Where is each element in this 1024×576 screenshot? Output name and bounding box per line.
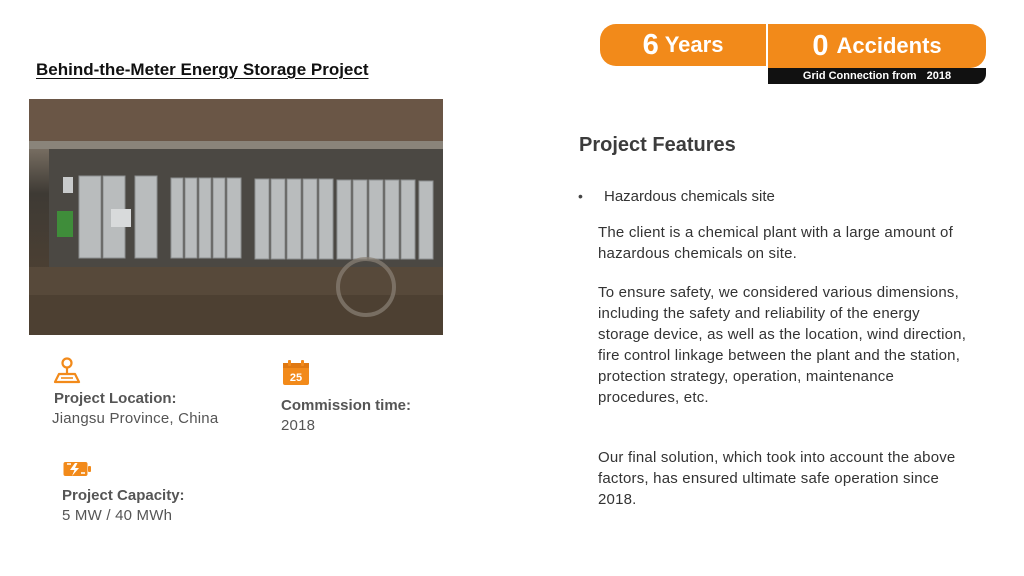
feature-paragraph-3: Our final solution, which took into account the above factors, has ensured ultimate safe operation since 2018. <box>598 449 956 508</box>
feature-paragraph-2: To ensure safety, we considered various dimensions, including the safety and reliability of the energy storage device, as well as the location, wind direction, fire control linkage between the plant and the station, protection strategy, operation, maintenance procedures, etc. <box>598 284 967 406</box>
calendar-icon <box>282 359 310 386</box>
battery-charge-icon <box>62 460 92 478</box>
features-heading: Project Features <box>579 134 736 156</box>
grid-connection-year: 2018 <box>926 70 952 82</box>
calendar-day-text: 25 <box>289 372 303 384</box>
project-aerial-photo <box>29 99 443 335</box>
location-map-icon <box>53 356 81 384</box>
accidents-stat-badge <box>768 24 986 68</box>
page-title: Behind-the-Meter Energy Storage Project <box>36 60 369 79</box>
grid-connection-label: Grid Connection from <box>802 70 917 82</box>
feature-bullet: Hazardous chemicals site <box>604 188 775 205</box>
years-stat-badge <box>600 24 766 66</box>
bullet-dot: • <box>578 188 583 204</box>
years-label: Years <box>664 32 724 57</box>
commission-label: Commission time: <box>281 397 412 414</box>
location-value: Jiangsu Province, China <box>52 410 219 427</box>
accidents-number: 0 <box>812 29 829 62</box>
capacity-label: Project Capacity: <box>62 487 185 504</box>
accidents-label: Accidents <box>836 33 942 58</box>
grid-connection-bar <box>768 68 986 84</box>
commission-value: 2018 <box>281 417 316 434</box>
capacity-value: 5 MW / 40 MWh <box>62 507 173 524</box>
years-number: 6 <box>642 28 659 61</box>
location-label: Project Location: <box>54 390 177 407</box>
feature-paragraph-1: The client is a chemical plant with a large amount of hazardous chemicals on site. <box>598 224 953 262</box>
